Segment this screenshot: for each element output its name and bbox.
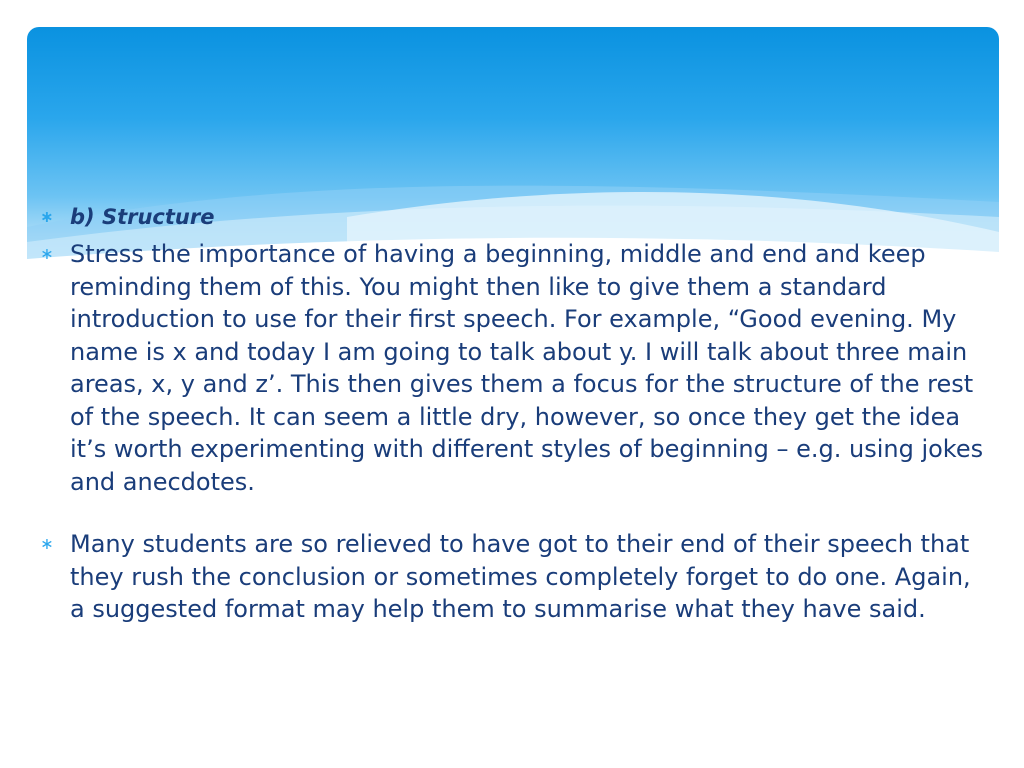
paragraph-text: Many students are so relieved to have got to their end of their speech that they rush the conclusion or sometimes completely forget to do one. Again, a suggested format may help them to summarise what they have said. xyxy=(70,530,971,623)
bullet-item-heading xyxy=(36,200,986,234)
bullet-item-conclusion xyxy=(36,528,986,626)
bullet-icon: ∗ xyxy=(40,534,54,553)
paragraph-text: Stress the importance of having a beginning, middle and end and keep reminding them of this. You might then like to give them a standard introduction to use for their first speech. For example, “Good evening. My name is x and today I am going to talk about y. I will talk about three main areas, x, y and z’. This then gives them a focus for the structure of the rest of the speech. It can seem a little dry, however, so once they get the idea it’s worth experimenting with different styles of beginning – e.g. using jokes and anecdotes. xyxy=(70,240,984,496)
bullet-item-structure xyxy=(36,238,986,498)
section-heading: b) Structure xyxy=(70,205,215,229)
slide-content xyxy=(36,200,986,626)
bullet-icon: ∗ xyxy=(40,207,54,226)
bullet-icon: ∗ xyxy=(40,244,54,263)
